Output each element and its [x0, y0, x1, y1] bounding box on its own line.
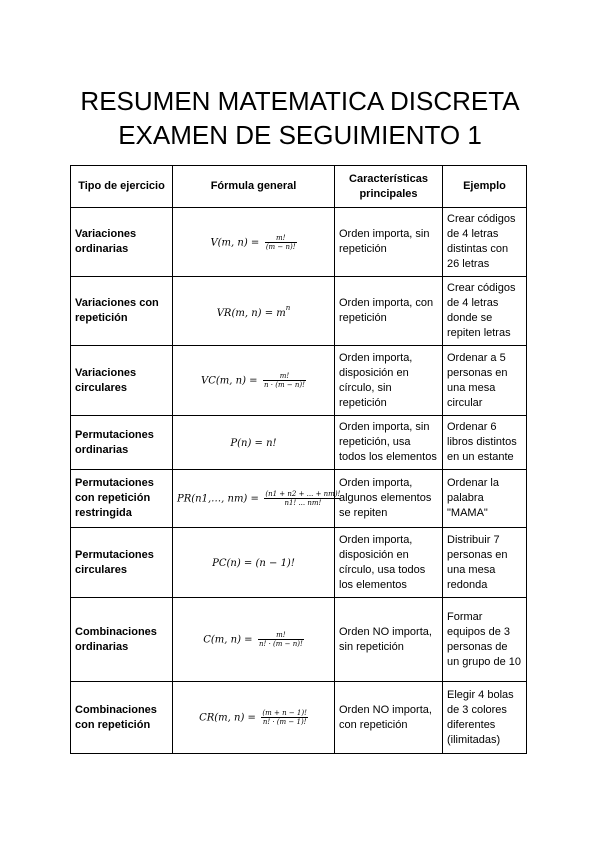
table-row [71, 346, 527, 416]
row-example: Ordenar 6 libros distintos en un estante [443, 416, 527, 470]
row-formula [173, 682, 335, 754]
row-type: Permutaciones con repetición restringida [71, 470, 173, 528]
row-features: Orden importa, con repetición [335, 277, 443, 346]
formula-fraction [263, 372, 306, 389]
header-features: Características principales [335, 166, 443, 208]
row-formula [173, 277, 335, 346]
formula-lhs: P(n) = n! [230, 437, 277, 449]
header-example: Ejemplo [443, 166, 527, 208]
row-type: Combinaciones ordinarias [71, 598, 173, 682]
formula-denominator: (m − n)! [265, 242, 296, 251]
row-type: Permutaciones circulares [71, 528, 173, 598]
row-example: Elegir 4 bolas de 3 colores diferentes (ilimitadas) [443, 682, 527, 754]
title-line-1: RESUMEN MATEMATICA DISCRETA [80, 86, 520, 116]
formula-denominator: n1! ... nm! [284, 499, 322, 507]
formula-lhs: VR(m, n) = m [216, 308, 286, 319]
row-features: Orden importa, sin repetición, usa todos los elementos [335, 416, 443, 470]
formula-lhs: V(m, n) = [210, 237, 260, 248]
document-title [0, 84, 600, 152]
formula-exponent: n [285, 304, 291, 312]
table-row [71, 470, 527, 528]
table-header-row [71, 166, 527, 208]
row-features: Orden importa, disposición en círculo, sin repetición [335, 346, 443, 416]
table-row [71, 416, 527, 470]
row-example: Distribuir 7 personas en una mesa redonda [443, 528, 527, 598]
row-type: Variaciones ordinarias [71, 208, 173, 277]
row-features: Orden importa, algunos elementos se repiten [335, 470, 443, 528]
formula-lhs: VC(m, n) = [201, 375, 258, 387]
row-formula [173, 470, 341, 528]
table-row [71, 208, 527, 277]
table-row [71, 598, 527, 682]
formula-denominator: n! · (m − n)! [259, 640, 303, 648]
formula-lhs: PR(n1,…, nm) = [177, 493, 259, 505]
formula-denominator: n · (m − n)! [264, 381, 305, 389]
row-type: Variaciones circulares [71, 346, 173, 416]
row-example: Crear códigos de 4 letras distintas con 26 letras [443, 208, 527, 277]
row-formula [173, 416, 335, 470]
formula-lhs: PC(n) = (n − 1)! [212, 557, 295, 569]
row-type: Variaciones con repetición [71, 277, 173, 346]
table-row [71, 528, 527, 598]
row-formula [173, 528, 335, 598]
table-row [71, 277, 527, 346]
row-formula [173, 598, 335, 682]
header-formula: Fórmula general [173, 166, 335, 208]
formula-numerator: (m + n − 1)! [262, 709, 307, 717]
title-line-2: EXAMEN DE SEGUIMIENTO 1 [118, 120, 482, 150]
formula-fraction [258, 631, 304, 648]
header-type: Tipo de ejercicio [71, 166, 173, 208]
formula-fraction [264, 490, 341, 507]
formula-denominator: n! · (m − 1)! [262, 718, 307, 726]
row-features: Orden importa, sin repetición [335, 208, 443, 277]
row-features: Orden NO importa, con repetición [335, 682, 443, 754]
formula-numerator: m! [263, 372, 306, 381]
row-features: Orden NO importa, sin repetición [335, 598, 443, 682]
formula-numerator: m! [258, 631, 304, 640]
summary-table [70, 165, 527, 754]
row-type: Combinaciones con repetición [71, 682, 173, 754]
formula-numerator: (n1 + n2 + ... + nm)! [265, 490, 341, 498]
row-example: Ordenar la palabra "MAMA" [443, 470, 527, 528]
row-example: Crear códigos de 4 letras donde se repiten letras [443, 277, 527, 346]
row-formula [173, 208, 335, 277]
table-row [71, 682, 527, 754]
row-features: Orden importa, disposición en círculo, usa todos los elementos [335, 528, 443, 598]
formula-fraction [261, 709, 308, 726]
formula-numerator: m! [265, 234, 297, 243]
row-example: Ordenar a 5 personas en una mesa circular [443, 346, 527, 416]
formula-lhs: CR(m, n) = [199, 712, 256, 724]
formula-lhs: C(m, n) = [203, 634, 253, 646]
row-example: Formar equipos de 3 personas de un grupo de 10 [443, 598, 527, 682]
row-formula [173, 346, 335, 416]
formula-fraction [265, 234, 297, 251]
row-type: Permutaciones ordinarias [71, 416, 173, 470]
